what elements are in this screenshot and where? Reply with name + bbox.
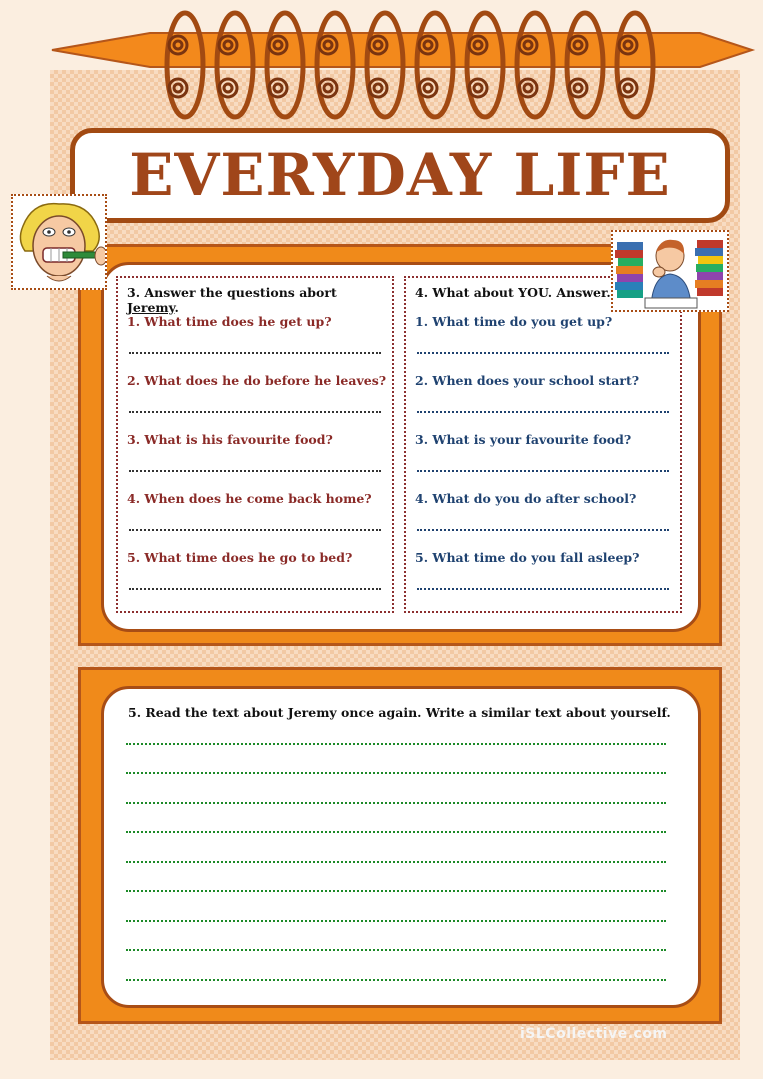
writing-instruction: 5. Read the text about Jeremy once again. Write a similar text about yourself. [128, 705, 671, 720]
toothbrush-boy-clipart-icon [11, 194, 107, 290]
writing-line[interactable] [126, 861, 666, 863]
writing-line[interactable] [126, 743, 666, 745]
answer-line[interactable] [129, 470, 381, 472]
title-box [70, 128, 730, 223]
writing-line[interactable] [126, 920, 666, 922]
pencil-spiral-header [0, 0, 763, 130]
answer-line[interactable] [417, 411, 669, 413]
jeremy-question-2: 2. What does he do before he leaves? [127, 373, 387, 388]
you-question-3: 3. What is your favourite food? [415, 432, 632, 447]
answer-line[interactable] [129, 529, 381, 531]
answer-line[interactable] [417, 352, 669, 354]
writing-white-panel [101, 686, 701, 1008]
jeremy-box-title: 3. Answer the questions abort Jeremy. [127, 285, 337, 315]
jeremy-questions-box [116, 276, 394, 613]
page-title: EVERYDAY LIFE [129, 141, 671, 209]
writing-line[interactable] [126, 949, 666, 951]
jeremy-question-4: 4. When does he come back home? [127, 491, 372, 506]
you-question-4: 4. What do you do after school? [415, 491, 637, 506]
student-with-books-clipart-icon [611, 230, 729, 312]
answer-line[interactable] [129, 588, 381, 590]
writing-line[interactable] [126, 802, 666, 804]
writing-line[interactable] [126, 890, 666, 892]
jeremy-question-3: 3. What is his favourite food? [127, 432, 333, 447]
writing-line[interactable] [126, 979, 666, 981]
watermark: iSLCollective.com [520, 1026, 668, 1042]
answer-line[interactable] [417, 588, 669, 590]
answer-line[interactable] [417, 529, 669, 531]
writing-line[interactable] [126, 772, 666, 774]
you-box-title: 4. What about YOU. Answer. [415, 285, 611, 300]
writing-line[interactable] [126, 831, 666, 833]
you-question-1: 1. What time do you get up? [415, 314, 613, 329]
jeremy-question-1: 1. What time does he get up? [127, 314, 332, 329]
you-questions-box [404, 276, 682, 613]
answer-line[interactable] [417, 470, 669, 472]
answer-line[interactable] [129, 411, 381, 413]
you-question-5: 5. What time do you fall asleep? [415, 550, 640, 565]
jeremy-question-5: 5. What time does he go to bed? [127, 550, 353, 565]
answer-line[interactable] [129, 352, 381, 354]
you-question-2: 2. When does your school start? [415, 373, 640, 388]
